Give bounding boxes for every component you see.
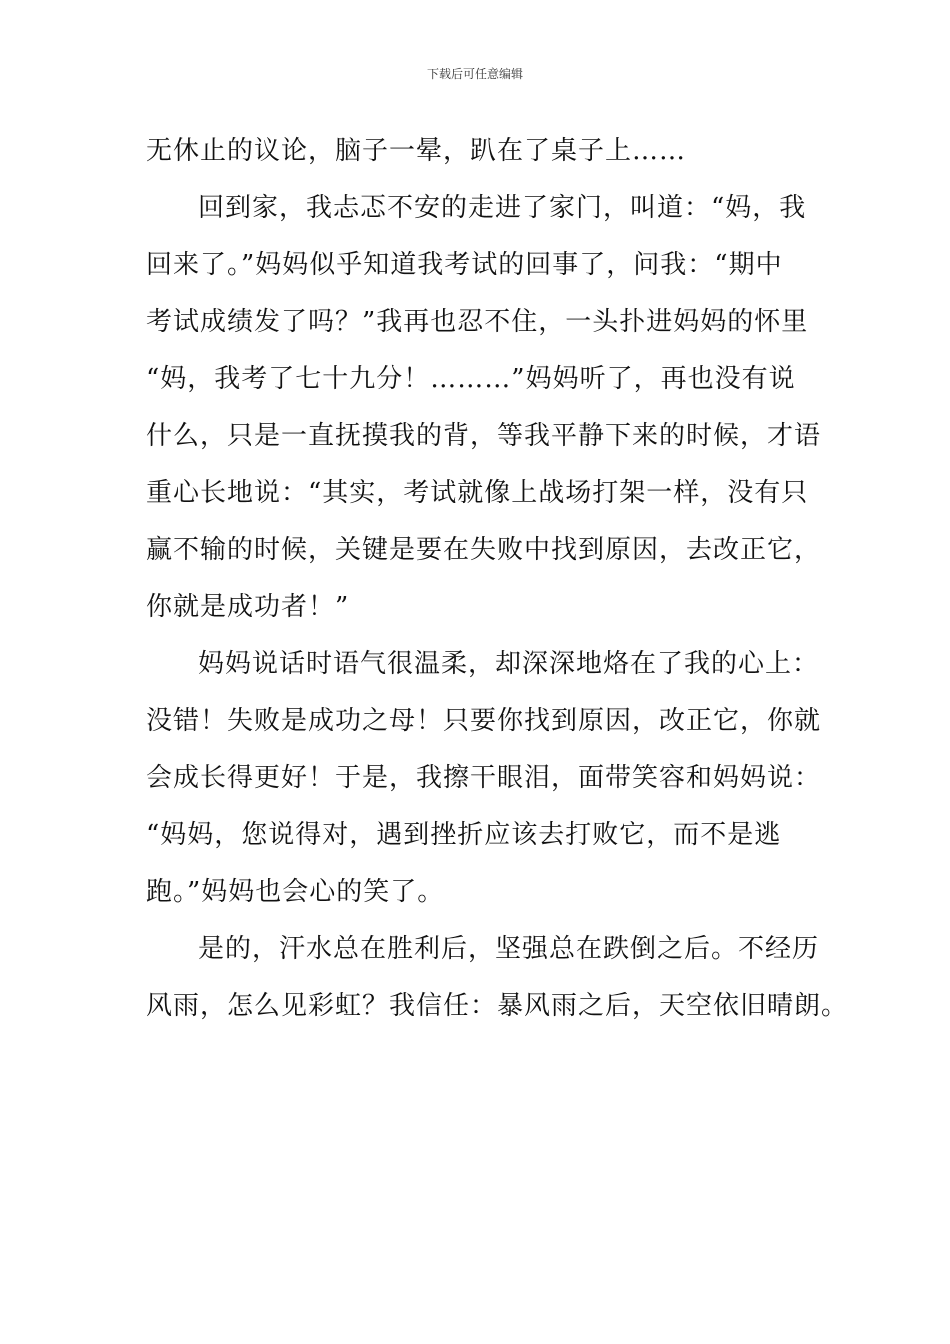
- text-line: 重心长地说：“其实，考试就像上战场打架一样，没有只: [146, 478, 809, 508]
- text-line: “妈，我考了七十九分！………”妈妈听了，再也没有说: [146, 364, 796, 394]
- text-line: 回来了。”妈妈似乎知道我考试的回事了，问我：“期中: [146, 250, 783, 280]
- text-line: 回到家，我忐忑不安的走进了家门，叫道：“妈，我: [198, 193, 807, 223]
- text-line: 赢不输的时候，关键是要在失败中找到原因，去改正它，: [146, 535, 822, 565]
- page-header: 下载后可任意编辑: [426, 67, 523, 81]
- text-line: 会成长得更好！于是，我擦干眼泪，面带笑容和妈妈说：: [146, 763, 822, 793]
- text-line: 是的，汗水总在胜利后，坚强总在跌倒之后。不经历: [198, 934, 820, 964]
- text-line: 无休止的议论，脑子一晕，趴在了桌子上……: [146, 136, 687, 166]
- text-line: 风雨，怎么见彩虹？我信任：暴风雨之后，天空依旧晴朗。: [146, 991, 849, 1021]
- text-line: 什么，只是一直抚摸我的背，等我平静下来的时候，才语: [146, 421, 822, 451]
- text-line: 妈妈说话时语气很温柔，却深深地烙在了我的心上：: [198, 649, 820, 679]
- text-line: 没错！失败是成功之母！只要你找到原因，改正它，你就: [146, 706, 822, 736]
- text-line: “妈妈，您说得对，遇到挫折应该去打败它，而不是逃: [146, 820, 782, 850]
- text-line: 你就是成功者！”: [146, 592, 350, 622]
- text-line: 考试成绩发了吗？”我再也忍不住，一头扑进妈妈的怀里: [146, 307, 809, 337]
- text-line: 跑。”妈妈也会心的笑了。: [146, 877, 445, 907]
